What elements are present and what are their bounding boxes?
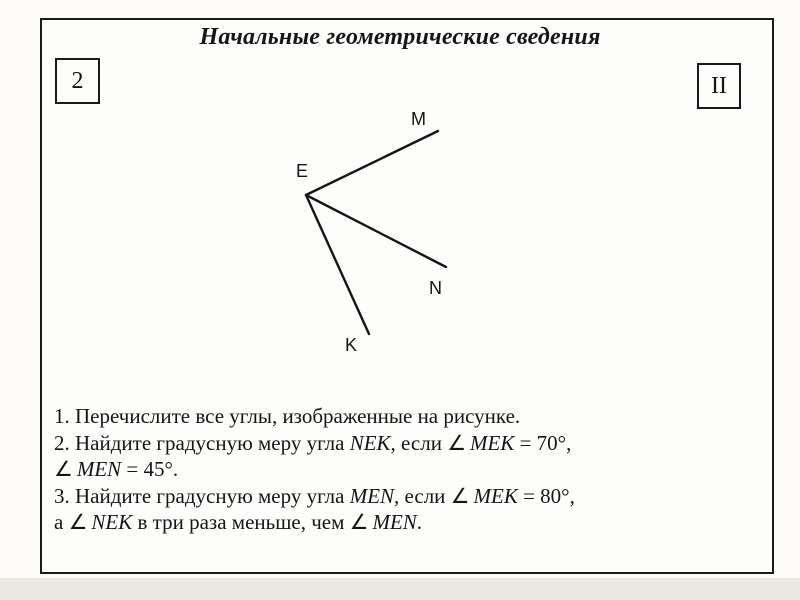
task-1-text: 1. Перечислите все углы, изображенные на рисунке.	[54, 404, 521, 428]
task-2-angle: NEK	[349, 430, 391, 455]
task-2-cond2-angle: MEN	[76, 457, 122, 481]
task-3-less-than: в три раза меньше, чем	[132, 510, 350, 534]
task-3-cond3-angle: MEN	[372, 510, 417, 534]
task-3-if: , если	[394, 483, 451, 508]
task-2-cond1-angle: MEK	[470, 430, 515, 455]
task-1	[54, 403, 754, 430]
task-2	[54, 430, 754, 457]
page-title: Начальные геометрические сведения	[199, 24, 601, 50]
angle-sign: ∠	[349, 510, 369, 534]
task-2-cont	[54, 456, 754, 483]
task-list	[54, 403, 754, 536]
task-3-cont	[54, 509, 754, 536]
point-label-m: M	[411, 109, 426, 129]
task-2-cond2-value: = 45°.	[121, 457, 179, 481]
card-number-badge: 2	[55, 58, 100, 104]
angle-sign: ∠	[447, 430, 467, 455]
task-2-if: , если	[390, 430, 448, 455]
task-3-a: а	[54, 510, 69, 534]
ray-en	[306, 195, 446, 267]
point-label-k: K	[345, 335, 358, 355]
task-2-cond1-value: = 70°,	[514, 430, 572, 455]
point-label-n: N	[429, 278, 442, 298]
angle-sign: ∠	[54, 457, 73, 481]
task-3-cond2-angle: NEK	[91, 510, 133, 534]
ray-ek	[306, 195, 369, 334]
task-3-end: .	[416, 510, 423, 534]
variant-badge: II	[697, 63, 741, 109]
task-3-cond1-value: = 80°,	[517, 483, 575, 508]
task-3	[54, 483, 754, 510]
task-3-cond1-angle: MEK	[473, 483, 518, 508]
task-3-angle: MEN	[349, 483, 395, 508]
task-2-text: 2. Найдите градусную меру угла	[54, 430, 350, 455]
angle-sign: ∠	[450, 483, 470, 508]
angle-sign: ∠	[68, 510, 88, 534]
point-label-e: E	[296, 161, 309, 181]
task-3-text: 3. Найдите градусную меру угла	[54, 483, 350, 508]
ray-em	[306, 131, 438, 195]
